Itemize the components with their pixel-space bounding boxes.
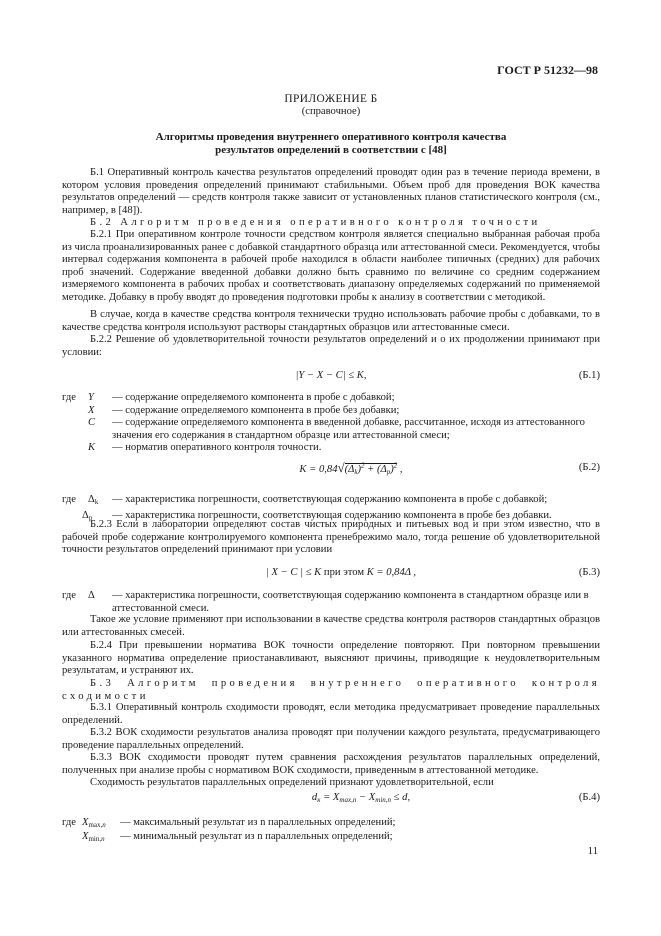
section-title-line1: Алгоритмы проведения внутреннего оперативного контроля качества [155,131,507,143]
definitions-b3 [62,590,600,615]
definitions-b1 [62,392,600,455]
appendix-title: ПРИЛОЖЕНИЕ Б [284,93,378,105]
paragraph-b24: Б.2.4 При превышении норматива ВОК точности определение повторяют. При повторном превышении указанного норматива определение приостанавливают, выясняют причины, приводящие к неудовлетворительным результатам, и устраняют их. [62,640,600,677]
definition-x [62,405,600,418]
formula-b3 [62,567,600,581]
formula-b4-expression: $d_к = X_{max,n} - X_{min,n} \le d$, [311,792,411,804]
symbol-dp: $\Delta_p$ [82,509,93,522]
section-title-line2: результатов определений в соответствии с [48] [215,144,447,156]
symbol-k: K [88,442,96,454]
symbol-c: C [88,417,96,429]
formula-b1 [62,370,600,384]
definition-c-text: — содержание определяемого компонента в введенной добавке, рассчитанное, исходя из аттестованного значения его содержания в стандартном образце или аттестованной смеси; [112,417,585,441]
standard-header: ГОСТ Р 51232—98 [497,63,598,77]
definition-dk [62,494,600,507]
definition-xmax-text: — максимальный результат из n параллельных определений; [120,817,396,828]
paragraph-b21b: В случае, когда в качестве средства контроля технически трудно использовать рабочие пробы с добавками, то в качестве средства контроля используют растворы стандартных образцов или аттестованные смеси. [62,309,600,333]
heading-b3: Б.3 Алгоритм проведения внутреннего оперативного контроля сходимости [62,678,600,702]
formula-b2-number: (Б.2) [578,462,600,473]
paragraph-b23: Б.2.3 Если в лаборатории определяют состав чистых природных и питьевых вод и при этом известно, что в рабочей пробе содержание контролируемого компонента пренебрежимо мало, тогда решение об удовлетворительной точности результатов определений принимают при условии [62,519,600,556]
paragraph-b22: Б.2.2 Решение об удовлетворительной точности результатов определений и о их продолжении принимают при условии: [62,334,600,358]
page-number: 11 [587,846,598,857]
appendix-subtitle: (справочное) [301,106,361,117]
definition-xmin [62,831,600,844]
definitions-b2 [62,494,600,522]
definition-k [62,442,600,455]
formula-b3-number: (Б.3) [578,567,600,578]
definition-k-text: — норматив оперативного контроля точности. [112,442,322,454]
where-label: где [62,817,76,828]
definition-dp-text: — характеристика погрешности, соответствующая содержанию компонента в пробе без добавки. [112,509,552,521]
heading-b2: Б.2 Алгоритм проведения оперативного контроля точности [90,217,541,228]
formula-b3-expression: | X − C | ≤ K при этом K = 0,84Δ , [265,567,417,578]
definition-d-text: — характеристика погрешности, соответствующая содержанию компонента в стандартном образце или в аттестованной смеси. [112,590,589,614]
paragraph-b21: Б.2.1 При оперативном контроле точности средством контроля является специально выбранная рабочая проба из числа проанализированных ранее с добавкой стандартного образца или аттестованной смеси. Рекомендуется, чтобы интервал содержания компонента в рабочей пробе находился в области наиболее типичных (средних) для рабочих проб значений. Содержание введенной добавки должно быть сравнимо по величине со средним содержанием измеряемого компонента в рабочих пробах и соответствовать диапазону определяемых содержаний по применяемой методике. Добавку в пробу вводят до проведения подготовки пробы к анализу в соответствии с методикой. [62,229,601,303]
symbol-x: X [88,404,95,416]
where-label: где [62,494,76,505]
definition-xmax [62,817,600,830]
definitions-b4 [62,817,600,843]
paragraph-b32: Б.3.2 ВОК сходимости результатов анализа проводят при получении каждого результата, предусматривающего проведение параллельных определений. [62,727,600,751]
symbol-y: Y [88,392,94,403]
paragraph-b23b: Такое же условие применяют при использовании в качестве средства контроля растворов стандартных образцов или аттестованных смесей. [62,614,600,638]
paragraph-b33b: Сходимость результатов параллельных определений признают удовлетворительной, если [90,777,494,788]
paragraph-b1: Б.1 Оперативный контроль качества результатов определений проводят один раз в течение периода времени, в котором условия проведения определений принимают стабильными. Объем проб для проведения ВОК качества результатов определений — средств контроля также зависит от установленных планов статистического контроля (см., например, в [48]). [62,167,600,216]
symbol-d: Δ [88,590,95,601]
formula-b2 [62,462,600,482]
definition-c [62,417,600,442]
paragraph-b31: Б.3.1 Оперативный контроль сходимости проводят, если методика предусматривает проведение параллельных определений. [62,702,600,726]
formula-b4 [62,792,600,808]
definition-x-text: — содержание определяемого компонента в пробе без добавки; [112,404,400,416]
where-label: где [62,590,76,601]
paragraph-b33: Б.3.3 ВОК сходимости проводят путем сравнения расхождения результатов параллельных определений, полученных при анализе пробы с нормативом ВОК сходимости, приведенным в аттестованной методике. [62,752,600,776]
formula-b2-expression: $K = 0,84√(\Delta_k)^2 + (\Delta_p)^2$ , [299,460,403,476]
definition-y [62,392,600,405]
symbol-xmax: $X_{max,n}$ [82,817,106,829]
definition-y-text: — содержание определяемого компонента в пробе с добавкой; [112,392,395,403]
definition-dk-text: — характеристика погрешности, соответствующая содержанию компонента в пробе с добавкой; [112,494,548,505]
formula-b1-number: (Б.1) [578,370,600,381]
where-label: где [62,392,76,403]
definition-d [62,590,600,615]
symbol-dk: $\Delta_k$ [88,494,99,506]
formula-b4-number: (Б.4) [578,792,600,803]
symbol-xmin: $X_{min,n}$ [82,830,105,843]
definition-xmin-text: — минимальный результат из n параллельных определений; [120,830,393,842]
formula-b1-expression: |Y − X − C| ≤ K, [295,370,367,381]
